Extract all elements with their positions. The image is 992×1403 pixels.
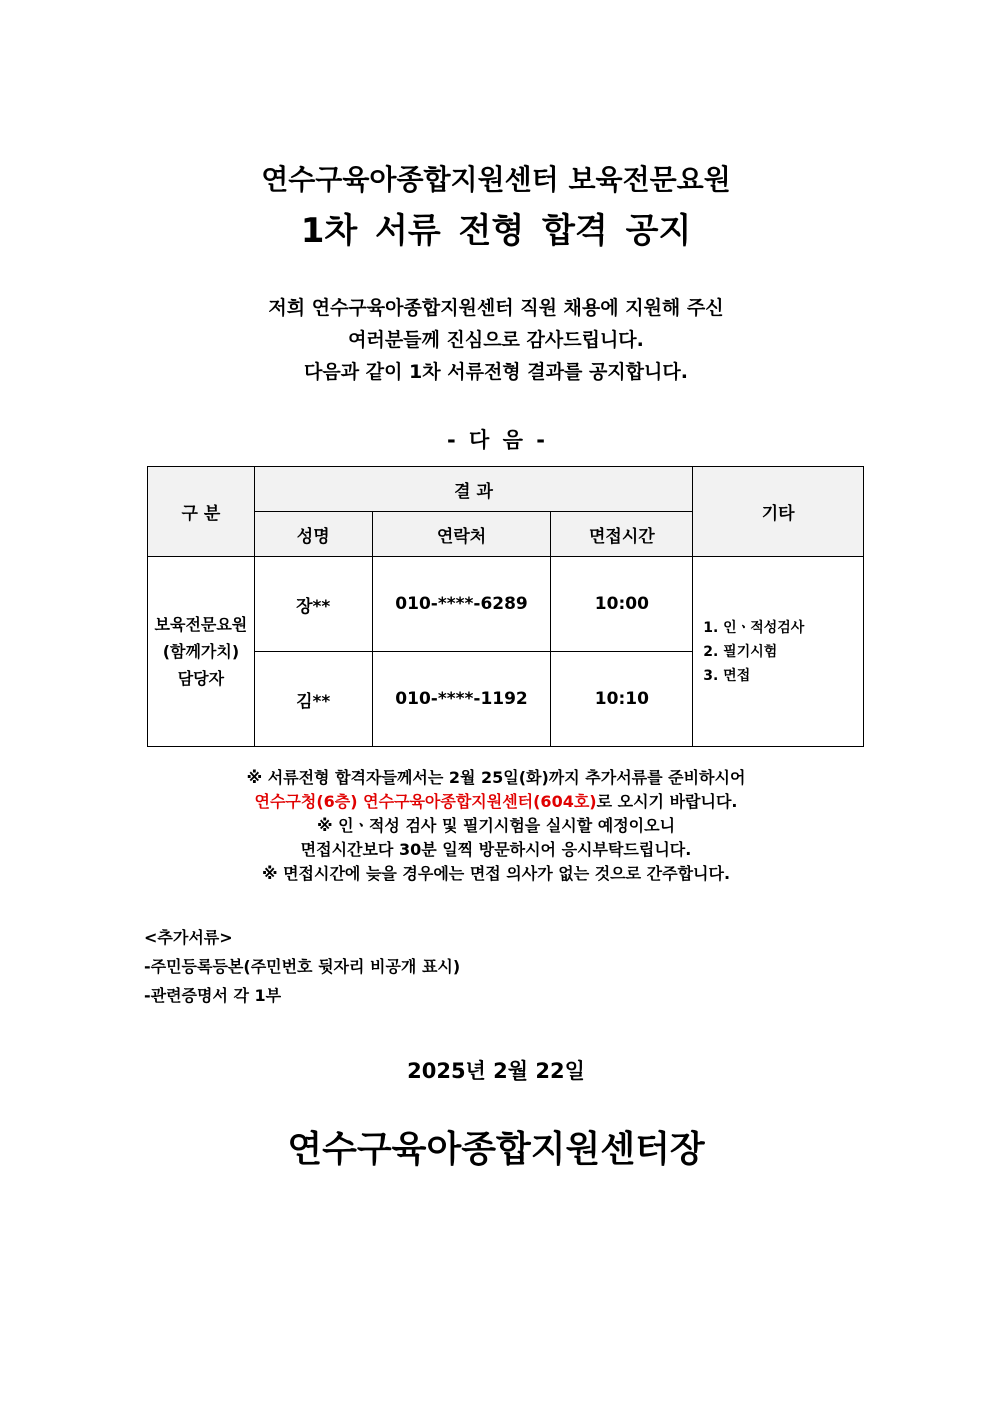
time-cell: 10:00 [551, 557, 693, 652]
name-cell: 김** [254, 652, 372, 747]
note-line-rest: 로 오시기 바랍니다. [596, 792, 738, 811]
intro-line: 저희 연수구육아종합지원센터 직원 채용에 지원해 주신 [268, 297, 724, 319]
etc-item: 3. 면접 [703, 667, 751, 684]
etc-cell [693, 557, 864, 747]
location-highlight: 연수구청(6층) 연수구육아종합지원센터(604호) [254, 792, 597, 811]
header-name: 성명 [254, 512, 372, 557]
result-table [147, 466, 864, 747]
notice-date: 2025년 2월 22일 [407, 1059, 585, 1083]
extra-document-item: -주민등록등본(주민번호 뒷자리 비공개 표시) [144, 957, 461, 976]
extra-documents [144, 923, 460, 1010]
note-line: 면접시간보다 30분 일찍 방문하시어 응시부탁드립니다. [300, 840, 692, 859]
note-line-location [0, 790, 992, 814]
signature: 연수구육아종합지원센터장 [287, 1129, 705, 1170]
etc-item: 2. 필기시험 [703, 643, 778, 660]
etc-item: 1. 인ㆍ적성검사 [703, 619, 805, 636]
header-interview-time: 면접시간 [551, 512, 693, 557]
intro-line: 다음과 같이 1차 서류전형 결과를 공지합니다. [304, 361, 688, 383]
next-heading: - 다 음 - [447, 428, 545, 452]
title-line-2: 1차 서류 전형 합격 공지 [300, 211, 692, 251]
name-cell: 장** [254, 557, 372, 652]
category-line: 담당자 [177, 669, 225, 688]
header-result: 결 과 [254, 467, 692, 512]
table-row [148, 557, 864, 652]
intro-line: 여러분들께 진심으로 감사드립니다. [348, 329, 644, 351]
header-etc: 기타 [693, 467, 864, 557]
phone-cell: 010-****-6289 [372, 557, 551, 652]
intro-paragraph [0, 292, 992, 388]
title-line-1: 연수구육아종합지원센터 보육전문요원 [261, 163, 731, 196]
category-line: 보육전문요원 [154, 615, 248, 634]
extra-documents-heading: <추가서류> [144, 928, 233, 947]
header-category: 구 분 [148, 467, 255, 557]
category-line: (함께가치) [162, 642, 240, 661]
phone-cell: 010-****-1192 [372, 652, 551, 747]
note-line: ※ 인ㆍ적성 검사 및 필기시험을 실시할 예정이오니 [316, 816, 676, 835]
notes-block [0, 766, 992, 886]
note-line: ※ 서류전형 합격자들께서는 2월 25일(화)까지 추가서류를 준비하시어 [246, 768, 746, 787]
category-cell [148, 557, 255, 747]
header-phone: 연락처 [372, 512, 551, 557]
time-cell: 10:10 [551, 652, 693, 747]
note-line: ※ 면접시간에 늦을 경우에는 면접 의사가 없는 것으로 간주합니다. [261, 864, 731, 883]
extra-document-item: -관련증명서 각 1부 [144, 986, 282, 1005]
